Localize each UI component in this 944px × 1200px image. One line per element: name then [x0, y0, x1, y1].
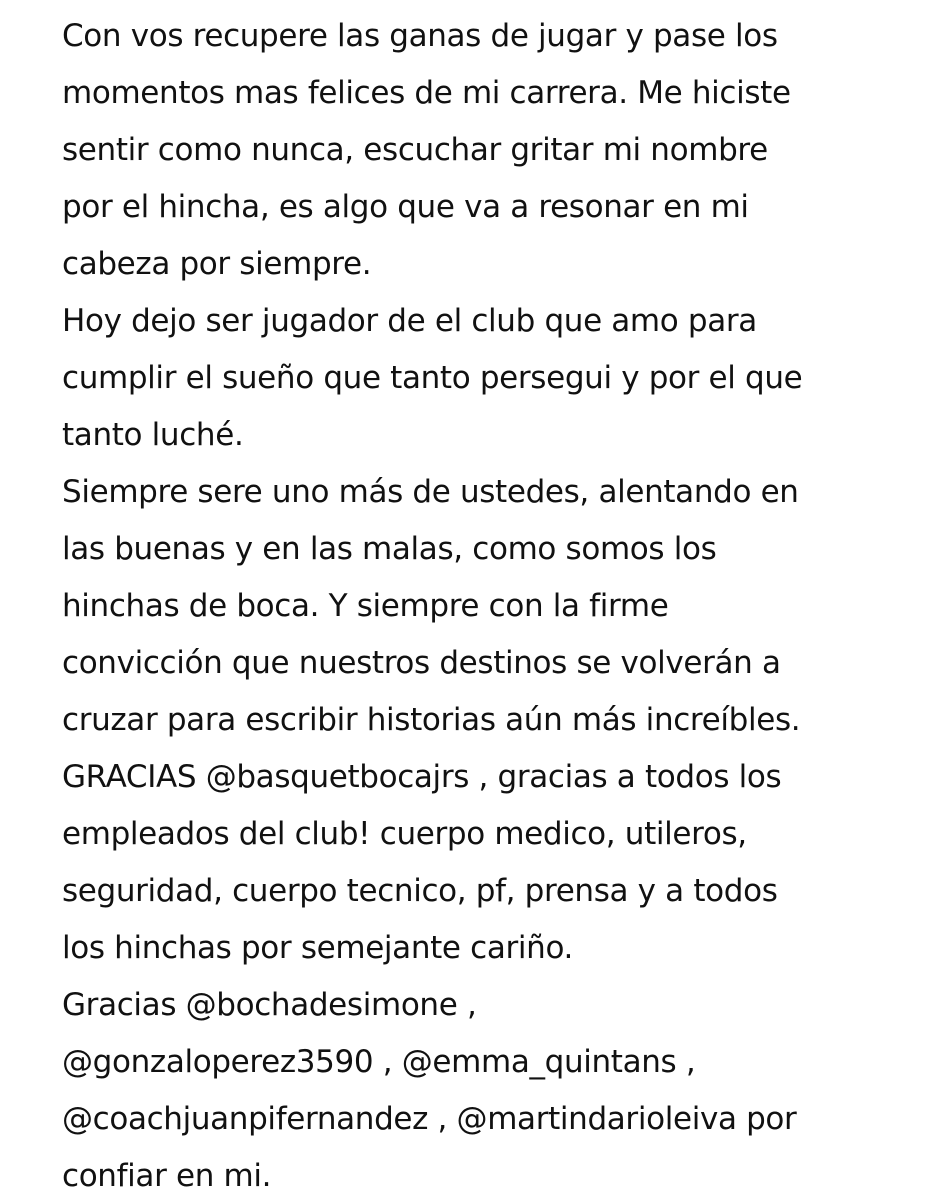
note-line: Hoy dejo ser jugador de el club que amo para — [62, 303, 757, 339]
note-line: los hinchas por semejante cariño. — [62, 930, 574, 966]
note-line: cumplir el sueño que tanto persegui y por el que — [62, 360, 803, 396]
note-line: confiar en mi. — [62, 1158, 272, 1194]
note-line: tanto luché. — [62, 417, 244, 453]
note-line: empleados del club! cuerpo medico, utileros, — [62, 816, 747, 852]
note-line: sentir como nunca, escuchar gritar mi nombre — [62, 132, 768, 168]
note-line: seguridad, cuerpo tecnico, pf, prensa y a todos — [62, 873, 778, 909]
note-line: las buenas y en las malas, como somos los — [62, 531, 717, 567]
note-line: cabeza por siempre. — [62, 246, 372, 282]
note-line: cruzar para escribir historias aún más increíbles. — [62, 702, 801, 738]
note-line: Siempre sere uno más de ustedes, alentando en — [62, 474, 799, 510]
note-line: por el hincha, es algo que va a resonar en mi — [62, 189, 749, 225]
note-line: momentos mas felices de mi carrera. Me hiciste — [62, 75, 791, 111]
note-line: hinchas de boca. Y siempre con la firme — [62, 588, 669, 624]
note-line: convicción que nuestros destinos se volverán a — [62, 645, 781, 681]
note-line: GRACIAS @basquetbocajrs , gracias a todos los — [62, 759, 782, 795]
note-text — [62, 8, 932, 1200]
note-line: @coachjuanpifernandez , @martindarioleiva por — [62, 1101, 797, 1137]
note-line: Con vos recupere las ganas de jugar y pase los — [62, 18, 778, 54]
note-line: Gracias @bochadesimone , — [62, 987, 477, 1023]
note-line: @gonzaloperez3590 , @emma_quintans , — [62, 1044, 696, 1080]
